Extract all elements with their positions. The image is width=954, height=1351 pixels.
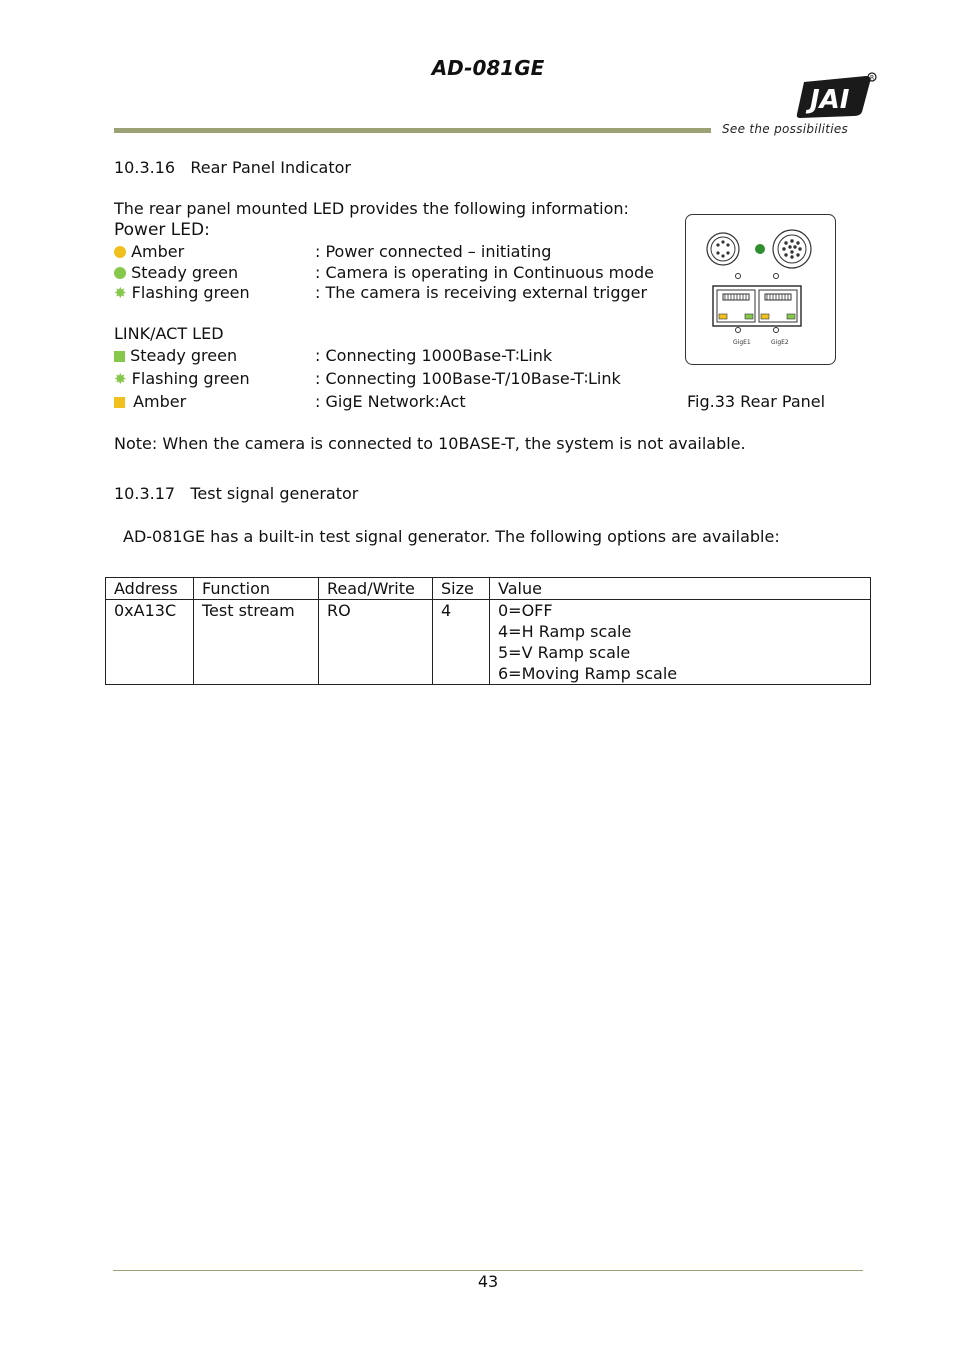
function-cell: Test stream (194, 600, 319, 685)
flashing-green-icon: ✸ (114, 370, 127, 388)
value-cell (490, 600, 871, 685)
svg-text:R: R (870, 74, 875, 82)
test-signal-intro: AD-081GE has a built-in test signal generator. The following options are available: (123, 527, 780, 546)
power-item-flashing-green (114, 283, 250, 303)
value-option: 5=V Ramp scale (498, 643, 631, 662)
size-cell: 4 (433, 600, 490, 685)
power-item-desc: : Power connected – initiating (315, 242, 552, 261)
value-option: 0=OFF (498, 601, 553, 620)
jai-logo (796, 68, 878, 120)
page-number: 43 (477, 1272, 499, 1291)
section-heading-test-signal: 10.3.17 Test signal generator (114, 484, 359, 503)
link-item-amber (114, 392, 186, 412)
power-item-desc: : The camera is receiving external trigger (315, 283, 648, 302)
power-item-amber (114, 242, 184, 262)
value-option: 4=H Ramp scale (498, 622, 632, 641)
power-item-name: Steady green (131, 263, 239, 282)
amber-circle-icon (114, 246, 126, 258)
power-item-steady-green (114, 263, 238, 283)
link-item-desc: : GigE Network:Act (315, 392, 466, 411)
column-header: Function (194, 578, 319, 600)
tagline: See the possibilities (722, 122, 849, 136)
amber-square-icon (114, 397, 125, 408)
header-rule (114, 128, 711, 133)
hirose-connector-icon (773, 230, 811, 268)
address-cell: 0xA13C (106, 600, 194, 685)
gige-ports-icon (713, 286, 801, 326)
table-row (106, 600, 871, 685)
column-header: Read/Write (319, 578, 433, 600)
power-led-label: Power LED: (114, 220, 210, 240)
green-square-icon (114, 351, 125, 362)
figure-caption: Fig.33 Rear Panel (687, 392, 826, 411)
power-item-name: Flashing green (131, 283, 250, 302)
section-heading-rear-panel: 10.3.16 Rear Panel Indicator (114, 158, 351, 177)
status-led-icon (755, 244, 765, 254)
column-header: Value (490, 578, 871, 600)
table-header-row (106, 578, 871, 600)
column-header: Size (433, 578, 490, 600)
link-item-name: Flashing green (131, 369, 250, 388)
power-item-name: Amber (131, 242, 185, 261)
rear-panel-figure (685, 214, 836, 365)
logo-lettering: JAI (810, 85, 850, 115)
power-item-desc: : Camera is operating in Continuous mode (315, 263, 654, 282)
link-item-flashing-green (114, 369, 250, 389)
footer-rule (113, 1270, 863, 1271)
link-item-desc: : Connecting 100Base-T/10Base-T∶Link (315, 369, 621, 388)
link-item-name: Steady green (130, 346, 238, 365)
rear-panel-intro: The rear panel mounted LED provides the following information: (114, 199, 629, 218)
link-item-steady-green (114, 346, 237, 366)
value-option: 6=Moving Ramp scale (498, 664, 678, 683)
gige1-label: GigE1 (733, 339, 751, 346)
power-connector-icon (707, 233, 739, 265)
document-title: AD-081GE (431, 56, 545, 80)
link-item-name: Amber (133, 392, 187, 411)
column-header: Address (106, 578, 194, 600)
flashing-green-icon: ✸ (114, 284, 127, 302)
rw-cell: RO (319, 600, 433, 685)
test-signal-table (105, 577, 871, 685)
note-text: Note: When the camera is connected to 10BASE-T, the system is not available. (114, 434, 746, 453)
green-circle-icon (114, 267, 126, 279)
link-item-desc: : Connecting 1000Base-T∶Link (315, 346, 553, 365)
gige2-label: GigE2 (771, 339, 789, 346)
link-act-led-label: LINK/ACT LED (114, 324, 224, 343)
